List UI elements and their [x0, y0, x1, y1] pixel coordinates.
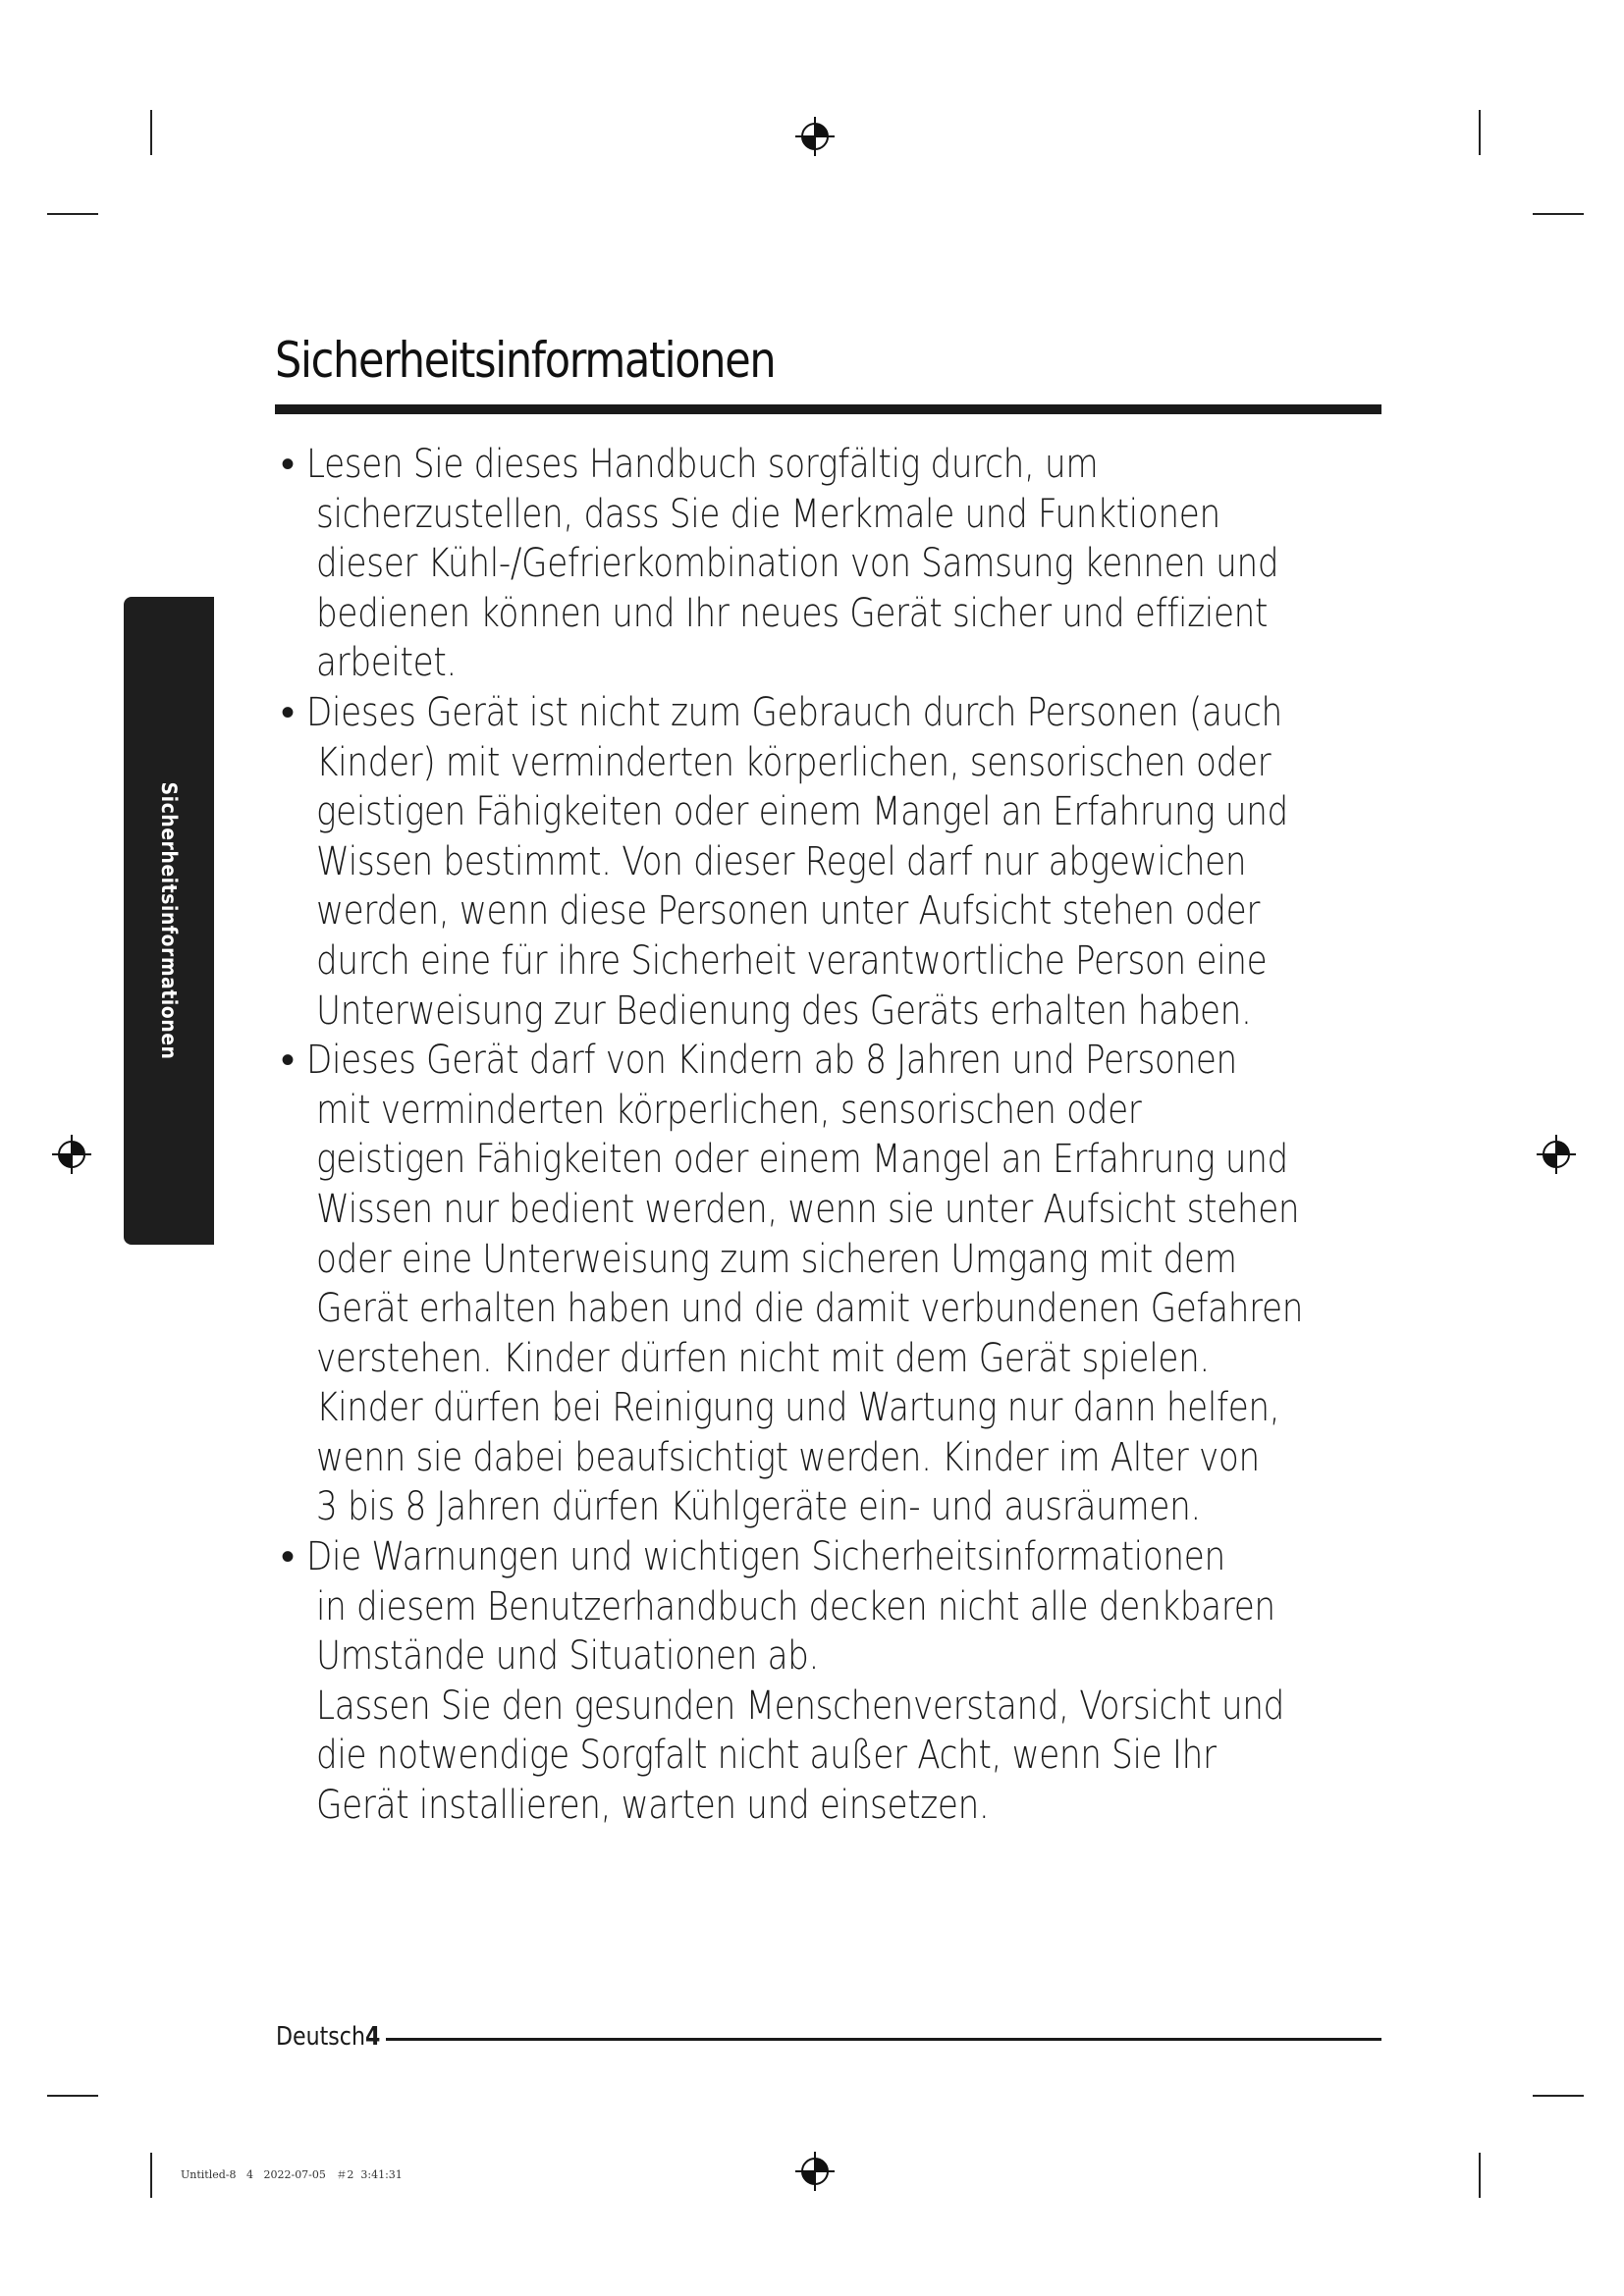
bullet-icon: • [281, 1038, 295, 1084]
crop-mark-bottom-left [150, 2153, 152, 2198]
crop-mark-top-right [1479, 110, 1481, 155]
text-line: Lesen Sie dieses Handbuch sorgfältig durch, um [306, 442, 1099, 487]
text-line: geistigen Fähigkeiten oder einem Mangel an Erfahrung und [316, 789, 1288, 835]
text-line: Dieses Gerät ist nicht zum Gebrauch durch Personen (auch [306, 689, 1282, 735]
registration-target-icon [52, 1135, 91, 1174]
page-footer [276, 2022, 380, 2052]
crop-mark-right-upper [1533, 213, 1584, 215]
text-line: werden, wenn diese Personen unter Aufsicht stehen oder [316, 888, 1261, 934]
registration-target-icon [795, 2152, 835, 2191]
text-line: dieser Kühl-/Gefrierkombination von Samsung kennen und [316, 541, 1279, 587]
bullet-icon: • [281, 1534, 295, 1580]
text-line: Unterweisung zur Bedienung des Geräts erhalten haben. [316, 988, 1252, 1034]
crop-mark-bottom-right [1479, 2153, 1481, 2198]
text-line: Umstände und Situationen ab. [316, 1633, 820, 1680]
text-line: Gerät erhalten haben und die damit verbundenen Gefahren [316, 1286, 1304, 1332]
list-item [275, 1532, 1414, 1831]
list-item [275, 1036, 1414, 1532]
bullet-icon: • [281, 442, 295, 487]
footer-language: Deutsch [276, 2022, 365, 2052]
text-line: Kinder) mit verminderten körperlichen, sensorischen oder [316, 739, 1272, 785]
title-rule [275, 404, 1381, 414]
text-line: arbeitet. [316, 640, 457, 686]
section-side-tab-label: Sicherheitsinformationen [157, 781, 181, 1060]
text-line: Dieses Gerät darf von Kindern ab 8 Jahren und Personen [306, 1038, 1237, 1084]
crop-mark-left-upper [47, 213, 98, 215]
text-line: Wissen bestimmt. Von dieser Regel darf nur abgewichen [316, 838, 1247, 884]
text-line: bedienen können und Ihr neues Gerät sicher und effizient [316, 590, 1269, 636]
text-line: in diesem Benutzerhandbuch decken nicht alle denkbaren [316, 1583, 1275, 1629]
text-line: die notwendige Sorgfalt nicht außer Acht, wenn Sie Ihr [316, 1733, 1217, 1779]
print-imprint: Untitled-8 4 2022-07-05 ＃2 3:41:31 [181, 2168, 403, 2181]
registration-target-icon [795, 117, 835, 156]
text-line: geistigen Fähigkeiten oder einem Mangel an Erfahrung und [316, 1137, 1288, 1183]
text-line: durch eine für ihre Sicherheit verantwortliche Person eine [316, 937, 1268, 984]
page-number: 4 [364, 2022, 381, 2052]
text-line: verstehen. Kinder dürfen nicht mit dem Gerät spielen. [316, 1335, 1210, 1381]
text-line: wenn sie dabei beaufsichtigt werden. Kinder im Alter von [316, 1434, 1260, 1480]
text-line: Kinder dürfen bei Reinigung und Wartung nur dann helfen, [316, 1385, 1280, 1431]
crop-mark-left-lower [47, 2095, 98, 2097]
text-line: oder eine Unterweisung zum sicheren Umgang mit dem [316, 1236, 1237, 1282]
text-line: Wissen nur bedient werden, wenn sie unter Aufsicht stehen [316, 1186, 1300, 1232]
footer-rule [386, 2038, 1381, 2041]
bullet-icon: • [281, 689, 295, 735]
safety-bullet-list [275, 440, 1414, 1831]
text-line: 3 bis 8 Jahren dürfen Kühlgeräte ein- und ausräumen. [316, 1484, 1201, 1530]
text-line: sicherzustellen, dass Sie die Merkmale und Funktionen [316, 491, 1220, 537]
registration-target-icon [1537, 1135, 1576, 1174]
crop-mark-top-left [150, 110, 152, 155]
text-line: mit verminderten körperlichen, sensorischen oder [316, 1087, 1142, 1133]
list-item [275, 688, 1414, 1036]
page-title: Sicherheitsinformationen [275, 332, 776, 389]
text-line: Die Warnungen und wichtigen Sicherheitsinformationen [306, 1534, 1225, 1580]
text-line: Gerät installieren, warten und einsetzen. [316, 1783, 990, 1829]
list-item [275, 440, 1414, 688]
crop-mark-right-lower [1533, 2095, 1584, 2097]
text-line: Lassen Sie den gesunden Menschenverstand, Vorsicht und [316, 1682, 1284, 1729]
